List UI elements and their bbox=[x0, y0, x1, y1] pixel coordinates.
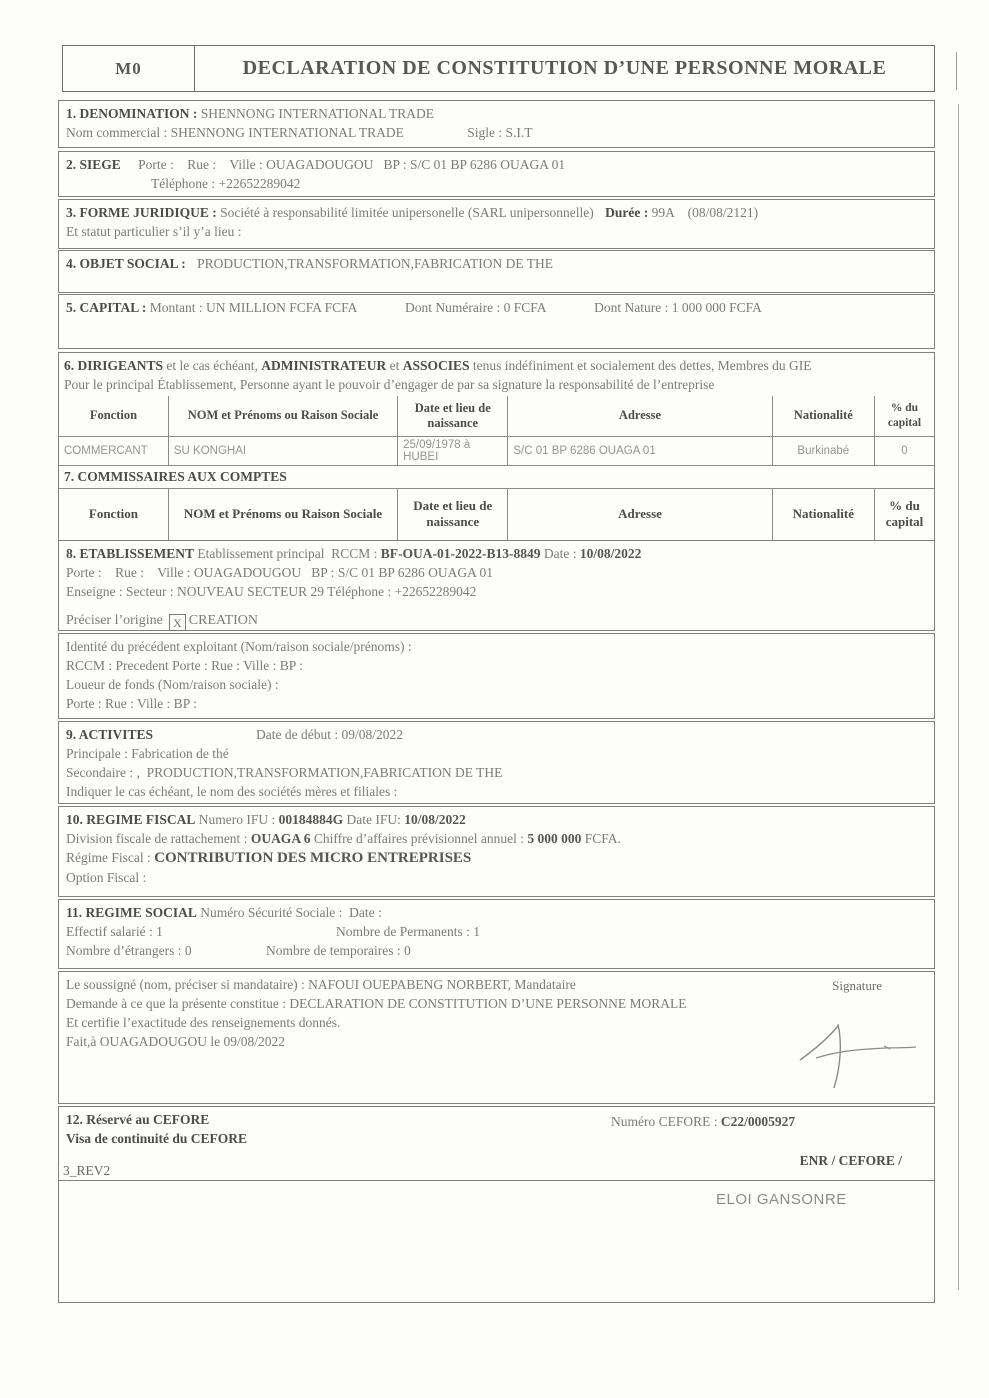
section-capital bbox=[58, 294, 935, 349]
etablissement-text: Date : bbox=[540, 546, 580, 561]
nombre-temporaires: Nombre de temporaires : 0 bbox=[266, 943, 411, 958]
page-title: DECLARATION DE CONSTITUTION D’UNE PERSONNE MORALE bbox=[195, 45, 935, 92]
dirigeants-label: 6. DIRIGEANTS bbox=[64, 358, 164, 373]
associes-label: ASSOCIES bbox=[402, 358, 470, 373]
commissaires-table bbox=[59, 488, 934, 541]
dirigeants-text: tenus indéfiniment et socialement des dettes, Membres du GIE bbox=[469, 358, 812, 373]
section-forme-juridique bbox=[58, 199, 935, 249]
section-denomination bbox=[58, 100, 935, 148]
societes-meres-line: Indiquer le cas échéant, le nom des sociétés mères et filiales : bbox=[66, 784, 398, 799]
regime-value: CONTRIBUTION DES MICRO ENTREPRISES bbox=[154, 850, 472, 866]
siege-address: Porte : Rue : Ville : OUAGADOUGOU BP : S/C 01 BP 6286 OUAGA 01 bbox=[138, 157, 566, 172]
cell-adresse: S/C 01 BP 6286 OUAGA 01 bbox=[508, 436, 772, 465]
section-cefore bbox=[58, 1106, 935, 1181]
statut-particulier-line: Et statut particulier s’il y’a lieu : bbox=[66, 224, 242, 239]
exploitant-line1: Identité du précédent exploitant (Nom/raison sociale/prénoms) : bbox=[66, 639, 412, 654]
origine-checkbox: X bbox=[169, 614, 186, 631]
duree-value: 99A (08/08/2121) bbox=[651, 205, 759, 220]
commissaires-title: 7. COMMISSAIRES AUX COMPTES bbox=[64, 468, 287, 484]
nom-commercial-value: SHENNONG INTERNATIONAL TRADE bbox=[170, 125, 404, 140]
dirigeants-text: et le cas échéant, bbox=[163, 358, 262, 373]
securite-sociale-line: Numéro Sécurité Sociale : Date : bbox=[196, 905, 382, 920]
col-adresse: Adresse bbox=[508, 396, 772, 436]
origine-value: CREATION bbox=[188, 613, 259, 628]
nom-commercial-label: Nom commercial : bbox=[66, 125, 168, 140]
col-fonction: Fonction bbox=[59, 396, 168, 436]
scan-artifact-line bbox=[958, 104, 959, 1290]
etablissement-enseigne: Enseigne : Secteur : NOUVEAU SECTEUR 29 Téléphone : +22652289042 bbox=[66, 584, 477, 599]
nombre-permanents: Nombre de Permanents : 1 bbox=[336, 924, 480, 939]
siege-telephone: Téléphone : +22652289042 bbox=[151, 176, 301, 191]
cell-nationalite: Burkinabé bbox=[772, 436, 874, 465]
regime-fiscal-label: 10. REGIME FISCAL bbox=[66, 812, 196, 827]
effectif-salarie: Effectif salarié : 1 bbox=[66, 924, 163, 939]
ca-label: Chiffre d’affaires prévisionnel annuel : bbox=[310, 831, 528, 846]
capital-numeraire: Dont Numéraire : 0 FCFA bbox=[405, 300, 546, 315]
dirigeants-text: et bbox=[386, 358, 403, 373]
section-soussigne bbox=[58, 971, 935, 1104]
col-naissance: Date et lieu de naissance bbox=[398, 396, 508, 436]
dirigeants-intro-line2: Pour le principal Établissement, Personne ayant le pouvoir d’engager de par sa signature la responsabilité de l’entreprise bbox=[64, 377, 715, 392]
form-header bbox=[62, 45, 935, 92]
activite-secondaire: Secondaire : , PRODUCTION,TRANSFORMATION,FABRICATION DE THE bbox=[66, 765, 503, 780]
cell-naissance: 25/09/1978 à HUBEI bbox=[398, 436, 508, 465]
ifu-value: 00184884G bbox=[278, 812, 344, 827]
objet-social-label: 4. OBJET SOCIAL : bbox=[66, 256, 186, 271]
col-capital: % du capital bbox=[875, 396, 935, 436]
exploitant-line2: RCCM : Precedent Porte : Rue : Ville : BP : bbox=[66, 658, 303, 673]
commissaires-header-row bbox=[59, 488, 934, 540]
section-objet-social bbox=[58, 250, 935, 293]
capital-nature: Dont Nature : 1 000 000 FCFA bbox=[594, 300, 762, 315]
denomination-label: 1. DENOMINATION : bbox=[66, 106, 198, 121]
section-dirigeants bbox=[58, 352, 935, 541]
section-footer bbox=[58, 1181, 935, 1303]
dirigeant-row bbox=[59, 436, 934, 465]
col-fonction: Fonction bbox=[59, 488, 168, 540]
duree-label: Durée : bbox=[605, 205, 649, 220]
section-regime-social bbox=[58, 899, 935, 969]
siege-label: 2. SIEGE bbox=[66, 157, 121, 172]
exploitant-line3: Loueur de fonds (Nom/raison sociale) : bbox=[66, 677, 279, 692]
section-etablissement bbox=[58, 541, 935, 631]
soussigne-line2: Demande à ce que la présente constitue : DECLARATION DE CONSTITUTION D’UNE PERSONNE MORALE bbox=[66, 996, 687, 1011]
etablissement-label: 8. ETABLISSEMENT bbox=[66, 546, 195, 561]
col-naissance: Date et lieu de naissance bbox=[398, 488, 508, 540]
forme-juridique-value: Société à responsabilité limitée unipersonelle (SARL unipersonnelle) bbox=[220, 205, 594, 220]
capital-montant: Montant : UN MILLION FCFA FCFA bbox=[149, 300, 357, 315]
agent-name: ELOI GANSONRE bbox=[716, 1191, 847, 1208]
col-nom: NOM et Prénoms ou Raison Sociale bbox=[168, 396, 397, 436]
soussigne-line1: Le soussigné (nom, préciser si mandataire) : NAFOUI OUEPABENG NORBERT, Mandataire bbox=[66, 977, 576, 992]
cell-nom: SU KONGHAI bbox=[168, 436, 397, 465]
sigle-value: Sigle : S.I.T bbox=[467, 125, 533, 140]
ca-unit: FCFA. bbox=[581, 831, 621, 846]
dirigeants-header-row bbox=[59, 396, 934, 436]
signature-label: Signature bbox=[832, 978, 882, 993]
col-adresse: Adresse bbox=[508, 488, 772, 540]
form-revision: 3_REV2 bbox=[63, 1163, 111, 1178]
origine-label: Préciser l’origine bbox=[66, 613, 163, 628]
visa-label: Visa de continuité du CEFORE bbox=[66, 1131, 248, 1146]
numero-cefore-label: Numéro CEFORE : bbox=[611, 1114, 721, 1129]
regime-social-label: 11. REGIME SOCIAL bbox=[66, 905, 197, 920]
handwritten-signature bbox=[786, 1000, 926, 1090]
section-siege bbox=[58, 151, 935, 197]
enr-cefore: ENR / CEFORE / bbox=[799, 1153, 902, 1168]
fait-a-line: Fait,à OUAGADOUGOU le 09/08/2022 bbox=[66, 1034, 285, 1049]
option-fiscal-line: Option Fiscal : bbox=[66, 870, 147, 885]
section-regime-fiscal bbox=[58, 806, 935, 897]
activite-principale: Principale : Fabrication de thé bbox=[66, 746, 229, 761]
division-value: OUAGA 6 bbox=[250, 831, 311, 846]
numero-cefore-value: C22/0005927 bbox=[720, 1114, 796, 1129]
etablissement-adresse: Porte : Rue : Ville : OUAGADOUGOU BP : S/C 01 BP 6286 OUAGA 01 bbox=[66, 565, 493, 580]
scan-artifact-line bbox=[956, 52, 957, 90]
capital-label: 5. CAPITAL : bbox=[66, 300, 147, 315]
forme-juridique-label: 3. FORME JURIDIQUE : bbox=[66, 205, 217, 220]
objet-social-value: PRODUCTION,TRANSFORMATION,FABRICATION DE THE bbox=[197, 256, 553, 271]
rccm-date: 10/08/2022 bbox=[579, 546, 642, 561]
denomination-value: SHENNONG INTERNATIONAL TRADE bbox=[200, 106, 434, 121]
cefore-label: 12. Réservé au CEFORE bbox=[66, 1112, 210, 1127]
nombre-etrangers: Nombre d’étrangers : 0 bbox=[66, 943, 192, 958]
date-ifu-label: Date IFU: bbox=[343, 812, 405, 827]
section-activites bbox=[58, 721, 935, 804]
col-nom: NOM et Prénoms ou Raison Sociale bbox=[168, 488, 397, 540]
col-nationalite: Nationalité bbox=[772, 488, 874, 540]
cell-capital: 0 bbox=[875, 436, 935, 465]
col-nationalite: Nationalité bbox=[772, 396, 874, 436]
activites-label: 9. ACTIVITES bbox=[66, 727, 154, 742]
regime-label: Régime Fiscal : bbox=[66, 850, 155, 865]
soussigne-line3: Et certifie l’exactitude des renseignements donnés. bbox=[66, 1015, 341, 1030]
form-code-box: M0 bbox=[62, 45, 195, 92]
rccm-value: BF-OUA-01-2022-B13-8849 bbox=[380, 546, 541, 561]
col-capital: % du capital bbox=[875, 488, 935, 540]
ifu-label: Numero IFU : bbox=[195, 812, 279, 827]
date-ifu-value: 10/08/2022 bbox=[404, 812, 466, 827]
administrateur-label: ADMINISTRATEUR bbox=[261, 358, 387, 373]
ca-value: 5 000 000 bbox=[527, 831, 582, 846]
etablissement-text: Etablissement principal RCCM : bbox=[194, 546, 381, 561]
cell-fonction: COMMERCANT bbox=[59, 436, 168, 465]
exploitant-line4: Porte : Rue : Ville : BP : bbox=[66, 696, 197, 711]
date-debut: Date de début : 09/08/2022 bbox=[256, 727, 403, 742]
division-label: Division fiscale de rattachement : bbox=[66, 831, 251, 846]
dirigeants-table bbox=[59, 396, 934, 466]
section-precedent-exploitant bbox=[58, 633, 935, 719]
